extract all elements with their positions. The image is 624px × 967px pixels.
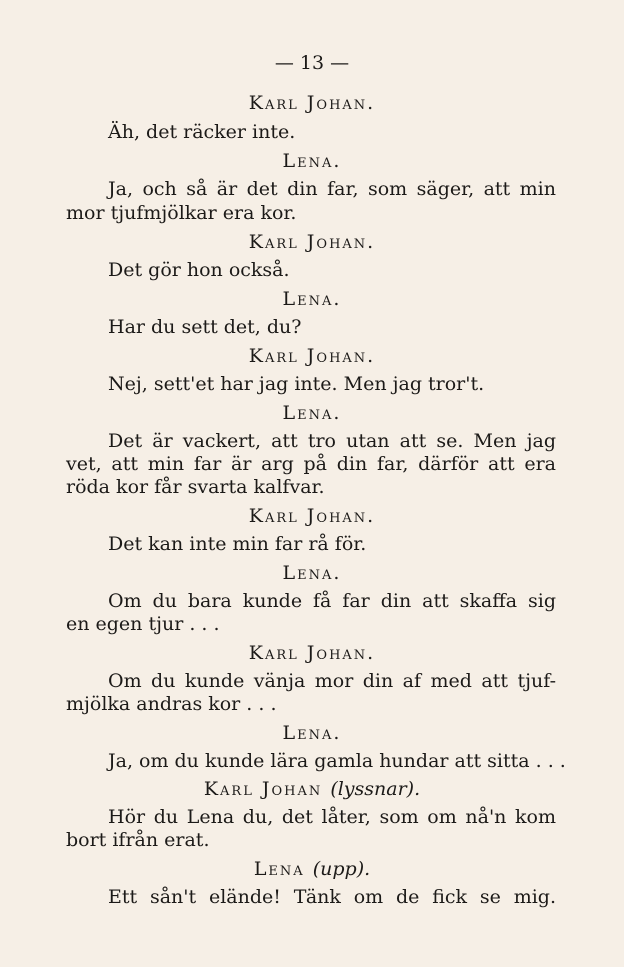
speaker-name: Karl Johan. bbox=[248, 231, 376, 253]
dialogue-line: Ja, om du kunde lära gamla hundar att sitta . . . bbox=[108, 750, 566, 772]
dialogue-line: röda kor får svarta kalfvar. bbox=[66, 476, 325, 498]
speaker-name: Lena. bbox=[282, 150, 342, 172]
dialogue-line: Nej, sett'et har jag inte. Men jag tror't. bbox=[108, 373, 485, 395]
speaker-name: Karl Johan. bbox=[248, 92, 376, 114]
stage-direction: (lyssnar). bbox=[330, 778, 421, 800]
dialogue-line: Ett sån't elände! Tänk om de fick se mig. bbox=[108, 886, 556, 908]
dialogue-line: Äh, det räcker inte. bbox=[108, 121, 296, 143]
dialogue-line: Det gör hon också. bbox=[108, 259, 290, 281]
speaker-name: Lena. bbox=[282, 562, 342, 584]
dialogue-line: Det kan inte min far rå för. bbox=[108, 533, 367, 555]
speaker-name: Lena bbox=[253, 858, 305, 880]
speaker-name: Karl Johan. bbox=[248, 642, 376, 664]
speaker-name: Lena. bbox=[282, 402, 342, 424]
dialogue-line: Hör du Lena du, det låter, som om nå'n kom bbox=[108, 806, 556, 828]
speaker-name: Lena. bbox=[282, 288, 342, 310]
dialogue-line: en egen tjur . . . bbox=[66, 613, 220, 635]
dialogue-line: Om du bara kunde få far din att skaffa sig bbox=[108, 590, 556, 612]
page-number: — 13 — bbox=[274, 52, 350, 74]
speaker-direction-heading bbox=[0, 778, 624, 800]
dialogue-line: Ja, och så är det din far, som säger, att min bbox=[108, 178, 556, 200]
speaker-name: Karl Johan bbox=[203, 778, 323, 800]
dialogue-line: mor tjufmjölkar era kor. bbox=[66, 202, 297, 224]
speaker-direction-heading bbox=[0, 858, 624, 880]
dialogue-line: Om du kunde vänja mor din af med att tjuf- bbox=[108, 670, 556, 692]
speaker-name: Karl Johan. bbox=[248, 505, 376, 527]
dialogue-line: Det är vackert, att tro utan att se. Men jag bbox=[108, 430, 556, 452]
speaker-name: Lena. bbox=[282, 722, 342, 744]
speaker-name: Karl Johan. bbox=[248, 345, 376, 367]
dialogue-line: bort ifrån erat. bbox=[66, 829, 210, 851]
dialogue-line: Har du sett det, du? bbox=[108, 316, 302, 338]
dialogue-line: vet, att min far är arg på din far, därför att era bbox=[66, 453, 556, 475]
dialogue-line: mjölka andras kor . . . bbox=[66, 693, 277, 715]
stage-direction: (upp). bbox=[312, 858, 371, 880]
